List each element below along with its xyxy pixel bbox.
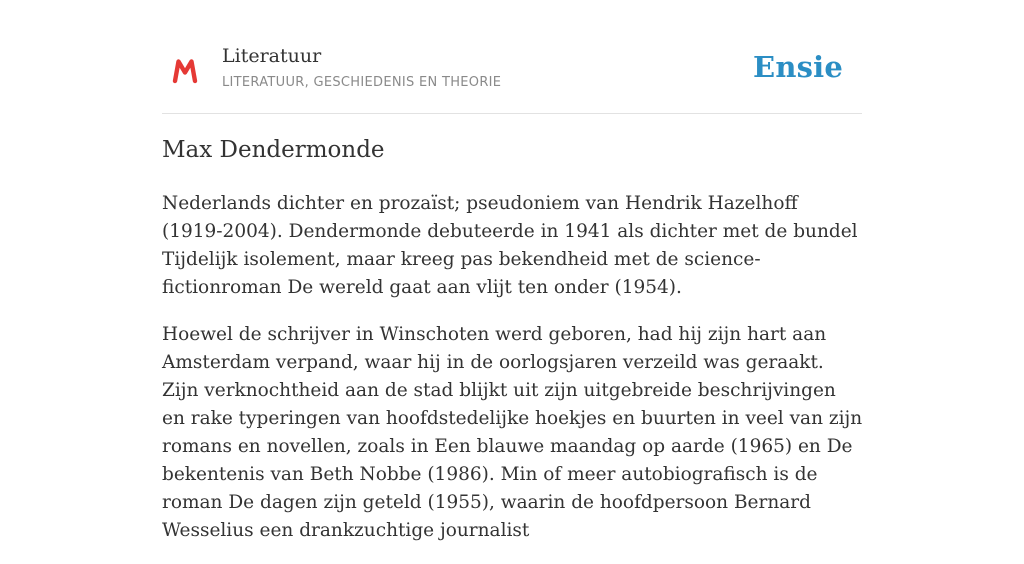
- article-body: [162, 190, 864, 564]
- source-header: [162, 38, 862, 114]
- brand-logo[interactable]: Ensie: [753, 50, 843, 84]
- source-subtitle: LITERATUUR, GESCHIEDENIS EN THEORIE: [222, 75, 502, 90]
- paragraph: Nederlands dichter en prozaïst; pseudoniem van Hendrik Hazelhoff (1919-2004). Dendermonde debuteerde in 1941 als dichter met de bundel Tijdelijk isolement, maar kreeg pas bekendheid met de science-fictionroman De wereld gaat aan vlijt ten onder (1954).: [162, 193, 858, 298]
- article-title: Max Dendermonde: [162, 137, 385, 163]
- paragraph: Hoewel de schrijver in Winschoten werd geboren, had hij zijn hart aan Amsterdam verpand, waar hij in de oorlogsjaren verzeild was geraakt. Zijn verknochtheid aan de stad blijkt uit zijn uitgebreide beschrijvingen en rake typeringen van hoofdstedelijke hoekjes en buurten in veel van zijn romans en novellen, zoals in Een blauwe maandag op aarde (1965) en De bekentenis van Beth Nobbe (1986). Min of meer autobiografisch is de roman De dagen zijn geteld (1955), waarin de hoofdpersoon Bernard Wesselius een drankzuchtige journalist: [162, 324, 863, 541]
- m-logo-icon[interactable]: [172, 58, 198, 84]
- source-title[interactable]: Literatuur: [222, 45, 322, 67]
